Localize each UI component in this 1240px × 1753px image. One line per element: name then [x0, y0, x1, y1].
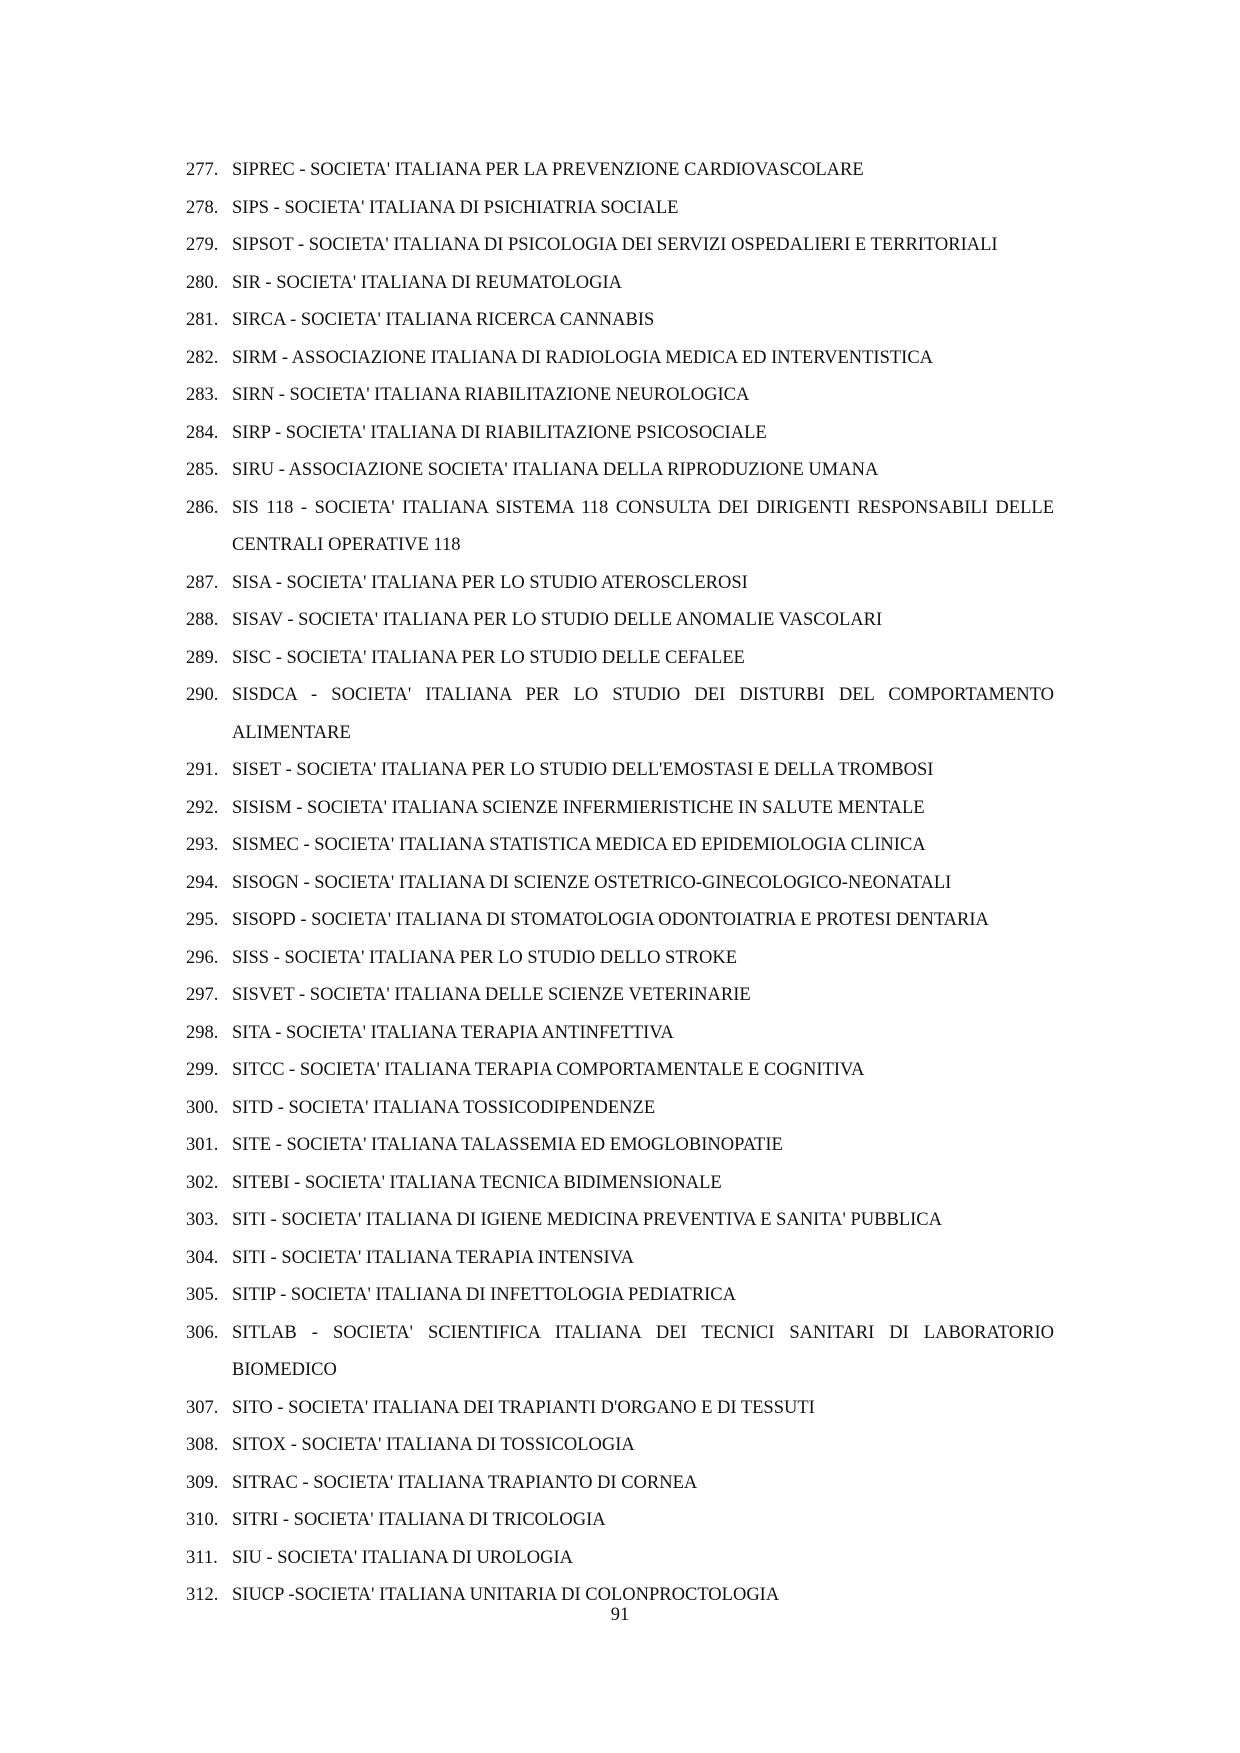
list-item	[186, 1015, 1054, 1053]
list-item-number: 287.	[186, 572, 219, 593]
list-item-number: 279.	[186, 235, 219, 255]
list-item	[186, 1090, 1054, 1128]
list-item	[186, 865, 1054, 903]
list-item	[186, 1390, 1054, 1428]
list-item	[186, 677, 1054, 752]
list-item-number: 297.	[186, 985, 219, 1005]
list-item-text: SITI - SOCIETA' ITALIANA TERAPIA INTENSIVA	[232, 1247, 635, 1268]
list-item-text: SIRP - SOCIETA' ITALIANA DI RIABILITAZIONE PSICOSOCIALE	[232, 422, 767, 443]
list-item-text: SIPREC - SOCIETA' ITALIANA PER LA PREVENZIONE CARDIOVASCOLARE	[232, 160, 864, 180]
list-item	[186, 940, 1054, 978]
list-item-number: 308.	[186, 1435, 219, 1455]
list-item-text: SITE - SOCIETA' ITALIANA TALASSEMIA ED EMOGLOBINOPATIE	[232, 1135, 783, 1155]
list-item-text: SITO - SOCIETA' ITALIANA DEI TRAPIANTI D'ORGANO E DI TESSUTI	[232, 1397, 815, 1418]
list-item	[186, 490, 1054, 565]
list-item-text: SISDCA - SOCIETA' ITALIANA PER LO STUDIO DEI DISTURBI DEL COMPORTAMENTO ALIMENTARE	[232, 685, 1054, 743]
list-item	[186, 1315, 1054, 1390]
list-item-text: SITLAB - SOCIETA' SCIENTIFICA ITALIANA DEI TECNICI SANITARI DI LABORATORIO BIOMEDICO	[232, 1322, 1054, 1380]
list-item-text: SIS 118 - SOCIETA' ITALIANA SISTEMA 118 CONSULTA DEI DIRIGENTI RESPONSABILI DELLE CENTRALI OPERATIVE 118	[232, 497, 1054, 555]
list-item-number: 299.	[186, 1060, 219, 1080]
list-item	[186, 1465, 1054, 1503]
list-item-number: 293.	[186, 835, 219, 855]
list-item	[186, 1502, 1054, 1540]
list-item-number: 312.	[186, 1585, 219, 1605]
list-item	[186, 1052, 1054, 1090]
list-item	[186, 640, 1054, 678]
list-item-text: SISC - SOCIETA' ITALIANA PER LO STUDIO DELLE CEFALEE	[232, 647, 745, 668]
list-item	[186, 302, 1054, 340]
list-item	[186, 377, 1054, 415]
list-item-number: 309.	[186, 1472, 219, 1493]
list-item	[186, 602, 1054, 640]
list-item-text: SISVET - SOCIETA' ITALIANA DELLE SCIENZE VETERINARIE	[232, 985, 751, 1005]
list-item-number: 296.	[186, 947, 219, 968]
list-item-text: SISOGN - SOCIETA' ITALIANA DI SCIENZE OSTETRICO-GINECOLOGICO-NEONATALI	[232, 872, 952, 893]
list-item-number: 288.	[186, 610, 219, 630]
list-item-number: 283.	[186, 385, 219, 405]
list-item-number: 290.	[186, 685, 219, 705]
society-list	[186, 152, 1054, 1615]
list-item-number: 277.	[186, 160, 219, 180]
list-item-number: 303.	[186, 1210, 219, 1230]
list-item-text: SISISM - SOCIETA' ITALIANA SCIENZE INFERMIERISTICHE IN SALUTE MENTALE	[232, 797, 925, 818]
list-item-number: 305.	[186, 1285, 219, 1305]
list-item	[186, 752, 1054, 790]
list-item-text: SISS - SOCIETA' ITALIANA PER LO STUDIO DELLO STROKE	[232, 947, 738, 968]
list-item-text: SITOX - SOCIETA' ITALIANA DI TOSSICOLOGIA	[232, 1435, 635, 1455]
list-item-text: SITRI - SOCIETA' ITALIANA DI TRICOLOGIA	[232, 1510, 606, 1530]
list-item-text: SISET - SOCIETA' ITALIANA PER LO STUDIO DELL'EMOSTASI E DELLA TROMBOSI	[232, 760, 934, 780]
list-item	[186, 1540, 1054, 1578]
list-item	[186, 1427, 1054, 1465]
list-item-number: 310.	[186, 1510, 219, 1530]
list-item-text: SITRAC - SOCIETA' ITALIANA TRAPIANTO DI CORNEA	[232, 1472, 698, 1493]
list-item-text: SIPSOT - SOCIETA' ITALIANA DI PSICOLOGIA DEI SERVIZI OSPEDALIERI E TERRITORIALI	[232, 235, 998, 255]
list-item-text: SITA - SOCIETA' ITALIANA TERAPIA ANTINFETTIVA	[232, 1022, 674, 1043]
list-item-number: 291.	[186, 760, 219, 780]
list-item-number: 304.	[186, 1247, 219, 1268]
list-item-number: 278.	[186, 197, 219, 218]
list-item-number: 286.	[186, 497, 219, 518]
list-item	[186, 1165, 1054, 1203]
list-item	[186, 827, 1054, 865]
list-item	[186, 1127, 1054, 1165]
list-item-number: 284.	[186, 422, 219, 443]
list-item-text: SIRM - ASSOCIAZIONE ITALIANA DI RADIOLOGIA MEDICA ED INTERVENTISTICA	[232, 347, 934, 368]
list-item-number: 306.	[186, 1322, 219, 1343]
list-item-text: SISAV - SOCIETA' ITALIANA PER LO STUDIO DELLE ANOMALIE VASCOLARI	[232, 610, 883, 630]
list-item-number: 281.	[186, 310, 219, 330]
list-item	[186, 227, 1054, 265]
list-item	[186, 452, 1054, 490]
list-item-text: SIRN - SOCIETA' ITALIANA RIABILITAZIONE NEUROLOGICA	[232, 385, 750, 405]
list-item-number: 285.	[186, 460, 219, 480]
list-item-text: SIUCP -SOCIETA' ITALIANA UNITARIA DI COLONPROCTOLOGIA	[232, 1585, 780, 1605]
list-item-text: SIRU - ASSOCIAZIONE SOCIETA' ITALIANA DELLA RIPRODUZIONE UMANA	[232, 460, 879, 480]
list-item-text: SISA - SOCIETA' ITALIANA PER LO STUDIO ATEROSCLEROSI	[232, 572, 748, 593]
list-item-text: SITCC - SOCIETA' ITALIANA TERAPIA COMPORTAMENTALE E COGNITIVA	[232, 1060, 865, 1080]
list-item	[186, 415, 1054, 453]
list-item-text: SITI - SOCIETA' ITALIANA DI IGIENE MEDICINA PREVENTIVA E SANITA' PUBBLICA	[232, 1210, 942, 1230]
list-item	[186, 1202, 1054, 1240]
list-item	[186, 190, 1054, 228]
list-item-text: SISMEC - SOCIETA' ITALIANA STATISTICA MEDICA ED EPIDEMIOLOGIA CLINICA	[232, 835, 926, 855]
list-item-text: SIRCA - SOCIETA' ITALIANA RICERCA CANNABIS	[232, 310, 655, 330]
list-item	[186, 152, 1054, 190]
list-item-text: SIR - SOCIETA' ITALIANA DI REUMATOLOGIA	[232, 272, 623, 293]
list-item-number: 298.	[186, 1022, 219, 1043]
list-item	[186, 340, 1054, 378]
list-item-number: 311.	[186, 1547, 218, 1568]
list-item	[186, 977, 1054, 1015]
list-item	[186, 790, 1054, 828]
page-number: 91	[610, 1605, 630, 1625]
list-item-number: 294.	[186, 872, 219, 893]
list-item-number: 289.	[186, 647, 219, 668]
list-item-number: 301.	[186, 1135, 219, 1155]
list-item-number: 292.	[186, 797, 219, 818]
list-item	[186, 1277, 1054, 1315]
list-item-text: SISOPD - SOCIETA' ITALIANA DI STOMATOLOGIA ODONTOIATRIA E PROTESI DENTARIA	[232, 910, 989, 930]
list-item	[186, 565, 1054, 603]
list-item-number: 282.	[186, 347, 219, 368]
list-item-number: 307.	[186, 1397, 219, 1418]
list-item-text: SITD - SOCIETA' ITALIANA TOSSICODIPENDENZE	[232, 1097, 656, 1118]
list-item	[186, 1240, 1054, 1278]
list-item-text: SITEBI - SOCIETA' ITALIANA TECNICA BIDIMENSIONALE	[232, 1172, 722, 1193]
list-item	[186, 902, 1054, 940]
list-item-number: 302.	[186, 1172, 219, 1193]
list-item-text: SITIP - SOCIETA' ITALIANA DI INFETTOLOGIA PEDIATRICA	[232, 1285, 736, 1305]
list-item-number: 280.	[186, 272, 219, 293]
list-item-number: 300.	[186, 1097, 219, 1118]
list-item	[186, 265, 1054, 303]
list-item-number: 295.	[186, 910, 219, 930]
list-item-text: SIPS - SOCIETA' ITALIANA DI PSICHIATRIA SOCIALE	[232, 197, 679, 218]
list-item-text: SIU - SOCIETA' ITALIANA DI UROLOGIA	[232, 1547, 574, 1568]
